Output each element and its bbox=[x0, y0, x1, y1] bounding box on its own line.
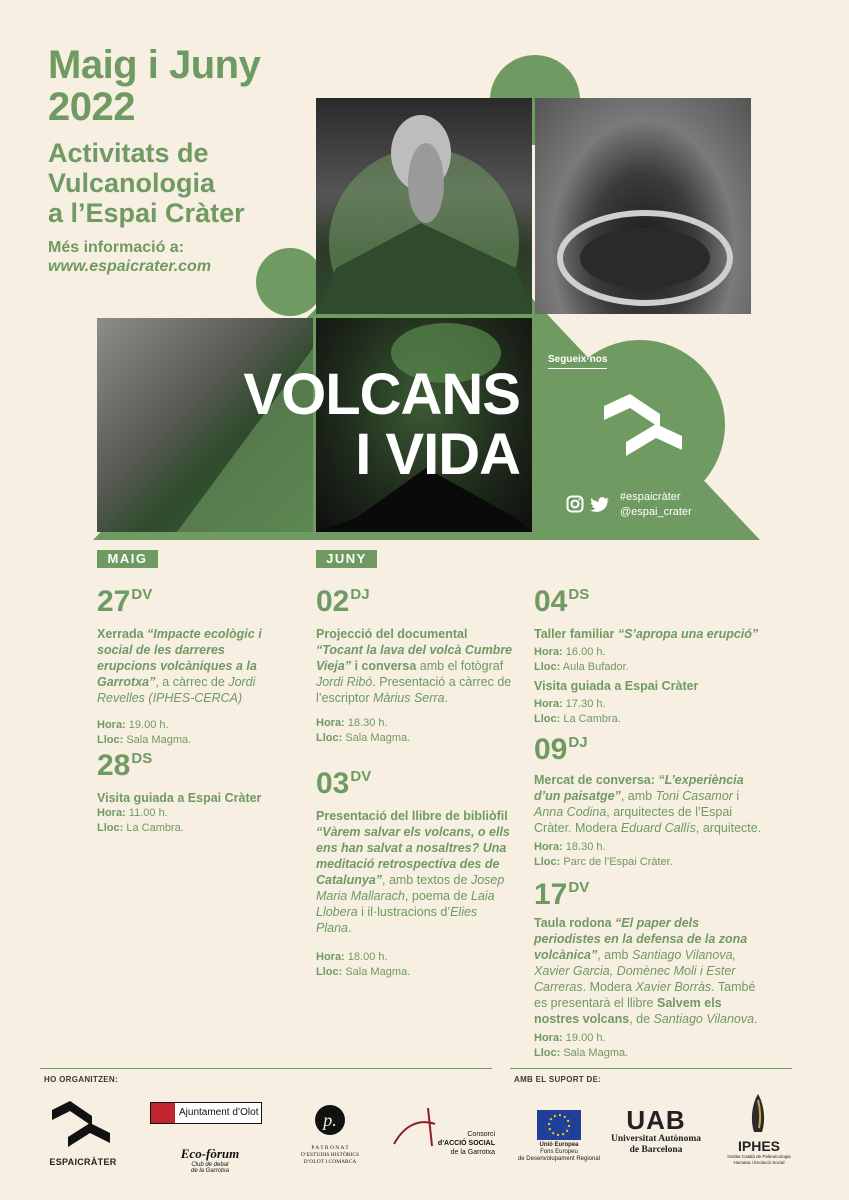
footer-divider-left bbox=[40, 1068, 492, 1069]
hero-title-line-2: I VIDA bbox=[355, 422, 520, 487]
volcano-eruption-photo bbox=[316, 98, 532, 314]
event-meta: Hora: 19.00 h. Lloc: Sala Magma. bbox=[534, 1032, 629, 1059]
espai-crater-logo: ESPAICRÀTER bbox=[48, 1100, 118, 1168]
month-tag-juny: JUNY bbox=[316, 550, 377, 568]
subtitle-line-3: a l’Espai Cràter bbox=[48, 198, 245, 228]
support-label: AMB EL SUPORT DE: bbox=[514, 1075, 602, 1084]
uab-logo: UAB Universitat Autònoma de Barcelona bbox=[611, 1105, 701, 1155]
event-date: $17^{DV}$ bbox=[534, 878, 590, 911]
organizers-label: HO ORGANITZEN: bbox=[44, 1075, 118, 1084]
espai-crater-mark-icon bbox=[48, 1100, 114, 1148]
eu-feder-logo: Unió Europea Fons Europeu de Desenvolupament Regional bbox=[515, 1110, 603, 1163]
hero-title bbox=[200, 362, 520, 487]
event-meta: Hora: 18.00 h. Lloc: Sala Magma. bbox=[316, 951, 411, 978]
twitter-icon[interactable] bbox=[590, 495, 610, 513]
event-28 bbox=[97, 743, 282, 836]
event-09 bbox=[534, 727, 764, 870]
instagram-icon[interactable] bbox=[566, 495, 584, 513]
event-02 bbox=[316, 579, 516, 746]
event-meta-2: Hora: 17.30 h. Lloc: La Cambra. bbox=[534, 698, 621, 725]
social-handles bbox=[620, 490, 692, 520]
event-date: $04^{DS}$ bbox=[534, 585, 590, 618]
follow-us-label: Segueix·nos bbox=[548, 354, 607, 369]
ajuntament-olot-logo: Ajuntament d’Olot bbox=[150, 1102, 262, 1124]
event-description: Taller familiar “S’apropa una erupció” bbox=[534, 627, 759, 641]
event-date: $02^{DJ}$ bbox=[316, 585, 370, 618]
green-circle-left bbox=[256, 248, 324, 316]
coat-of-arms-icon bbox=[151, 1103, 175, 1123]
more-info-label: Més informació a: bbox=[48, 239, 185, 256]
event-description: Taula rodona “El paper dels periodistes en la defensa de la zona volcànica”, amb Santiago Vilanova, Xavier Garcia, Domènec Moli i Ester Carreras. Modera Xavier Borràs. També es presentarà el llibre Salvem els nostres volcans, de Santiago Vilanova. bbox=[534, 916, 758, 1026]
event-date: $28^{DS}$ bbox=[97, 749, 153, 782]
eu-flag-icon bbox=[537, 1110, 581, 1140]
title-line-2: 2022 bbox=[48, 85, 135, 129]
event-description: Projecció del documental “Tocant la lava del volcà Cumbre Vieja” i conversa amb el fotògraf Jordi Ribó. Presentació a càrrec de l’escriptor Màrius Serra. bbox=[316, 627, 513, 705]
footer-divider-right bbox=[510, 1068, 792, 1069]
twitter-handle[interactable]: @espai_crater bbox=[620, 506, 692, 518]
hashtag[interactable]: #espaicràter bbox=[620, 491, 681, 503]
event-meta: Hora: 16.00 h. Lloc: Aula Bufador. bbox=[534, 646, 629, 673]
event-description: Presentació del llibre de bibliòfil “Vàrem salvar els volcans, o ells ens han salvat a nosaltres? Una meditació retrospectiva des de Catalunya”, amb textos de Josep Maria Mallarach, poema de Laia Llobera i il·lustracions d’Elies Plana. bbox=[316, 809, 510, 935]
event-17 bbox=[534, 872, 769, 1061]
event-meta: Hora: 18.30 h. Lloc: Parc de l’Espai Cràter. bbox=[534, 841, 673, 868]
patronat-logo: p. P A T R O N A T D’ESTUDIS HISTÒRICS D’OLOT I COMARCA bbox=[290, 1100, 370, 1166]
event-description: Xerrada “Impacte ecològic i social de les darreres erupcions volcàniques a la Garrotxa”, a càrrec de Jordi Revelles (IPHES-CERCA) bbox=[97, 627, 262, 705]
event-meta: Hora: 18.30 h. Lloc: Sala Magma. bbox=[316, 717, 411, 744]
consorci-accio-social-logo: Consorci d’ACCIÓ SOCIAL de la Garrotxa bbox=[390, 1104, 495, 1164]
subtitle-line-2: Vulcanologia bbox=[48, 168, 216, 198]
event-date: $09^{DJ}$ bbox=[534, 733, 588, 766]
title-line-1: Maig i Juny bbox=[48, 43, 261, 87]
event-date: $03^{DV}$ bbox=[316, 767, 372, 800]
event-03 bbox=[316, 761, 516, 980]
event-description: Mercat de conversa: “L’experiència d’un paisatge”, amb Toni Casamor i Anna Codina, arquitectes de l’Espai Cràter. Modera Eduard Callís, arquitecte. bbox=[534, 773, 762, 835]
event-description-2: Visita guiada a Espai Cràter bbox=[534, 679, 699, 693]
event-meta: Hora: 11.00 h. Lloc: La Cambra. bbox=[97, 807, 184, 834]
consorci-mark-icon bbox=[390, 1104, 440, 1154]
website-link[interactable]: www.espaicrater.com bbox=[48, 258, 212, 275]
subtitle-line-1: Activitats de bbox=[48, 138, 209, 168]
iphes-mark-icon bbox=[720, 1092, 798, 1134]
event-date: $27^{DV}$ bbox=[97, 585, 153, 618]
event-description: Visita guiada a Espai Cràter bbox=[97, 791, 262, 805]
event-meta: Hora: 19.00 h. Lloc: Sala Magma. bbox=[97, 719, 192, 746]
hero-title-line-1: VOLCANS bbox=[243, 362, 520, 427]
crater-aerial-photo bbox=[535, 98, 751, 314]
event-04 bbox=[534, 579, 764, 727]
espai-crater-logo-icon bbox=[600, 392, 686, 458]
svg-text:p.: p. bbox=[323, 1110, 337, 1130]
eco-forum-logo: Eco-fòrum Club de debat de la Garrotxa bbox=[180, 1146, 240, 1174]
iphes-logo: IPHES Institut Català de Paleoecologia Humana i Evolució Social bbox=[720, 1092, 798, 1165]
event-27 bbox=[97, 579, 282, 748]
patronat-mark-icon bbox=[290, 1100, 370, 1140]
month-tag-maig: MAIG bbox=[97, 550, 158, 568]
